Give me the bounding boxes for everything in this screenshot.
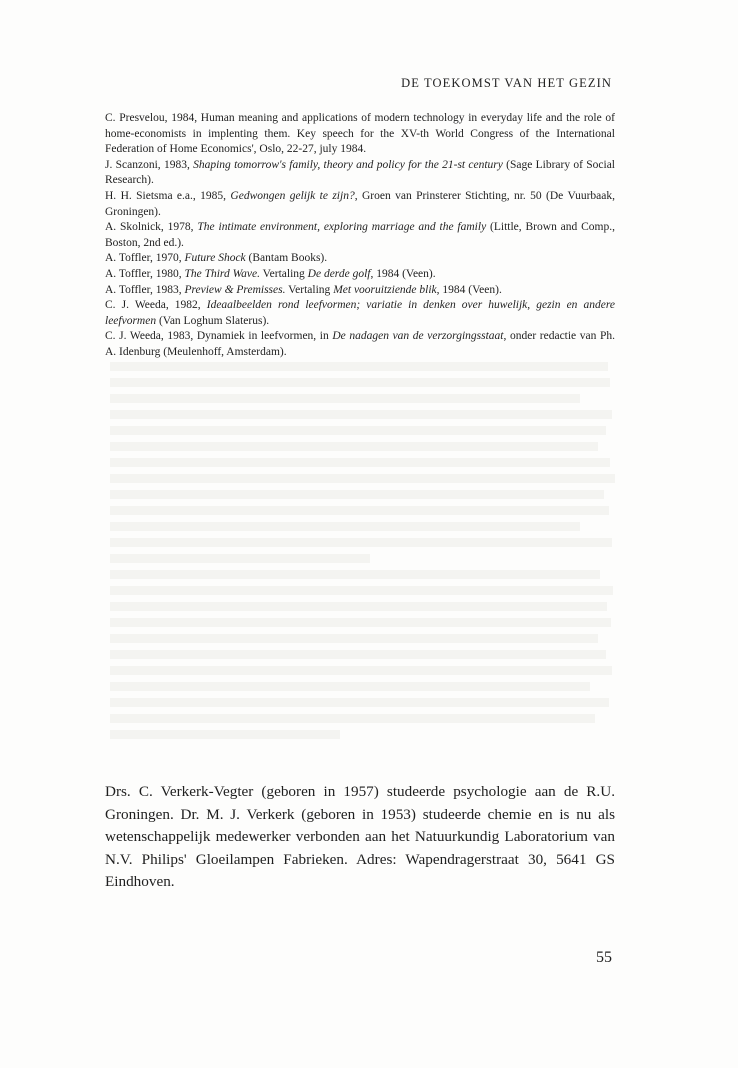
reference-text: , onder redactie van Ph. A. Idenburg (Meulenhoff, Amsterdam). (105, 330, 616, 358)
reference-title: Future Shock (184, 252, 246, 265)
author-bio (105, 781, 615, 894)
show-through-texture (110, 362, 620, 752)
reference-text: C. J. Weeda, 1982, (105, 299, 207, 312)
reference-text: J. Scanzoni, 1983, (105, 158, 194, 171)
reference-title: Met vooruitziende blik (333, 283, 437, 296)
reference-title: Shaping tomorrow's family, theory and policy for the 21-st century (193, 158, 503, 171)
reference-item (105, 283, 615, 299)
reference-text: , Groen van Prinsterer Stichting, nr. 50 (De Vuurbaak, Groningen). (105, 189, 615, 218)
reference-text: , 1984 (Veen). (370, 267, 436, 280)
reference-text: H. H. Sietsma e.a., 1985, (105, 189, 231, 202)
reference-title: De derde golf (307, 267, 371, 280)
reference-text: , 1984 (Veen). (436, 283, 502, 296)
reference-text: (Little, Brown and Comp., Boston, 2nd ed.). (105, 221, 616, 249)
reference-item (105, 189, 615, 220)
reference-text: A. Toffler, 1970, (105, 252, 185, 265)
running-header: DE TOEKOMST VAN HET GEZIN (401, 76, 612, 90)
reference-item (105, 158, 615, 189)
reference-text: C. Presvelou, 1984, Human meaning and applications of modern technology in everyday life and the role of home-economists in implenting them. Key speech for the XV-th World Congress of the International Federation of Home Economics', Oslo, 22-27, july 1984. (105, 112, 615, 156)
reference-text: Vertaling (259, 267, 308, 280)
reference-text: A. Toffler, 1980, (105, 267, 185, 280)
reference-text: (Sage Library of Social Research). (105, 158, 615, 187)
reference-title: The intimate environment, exploring marriage and the family (197, 221, 487, 234)
reference-list (105, 111, 615, 361)
author-bio-text: Drs. C. Verkerk-Vegter (geboren in 1957) studeerde psychologie aan de R.U. Groningen. Dr. M. J. Verkerk (geboren in 1953) studeerde chemie en is nu als wetenschappelijk medewerker verbonden aan het Natuurkundig Laboratorium van N.V. Philips' Gloeilampen Fabrieken. Adres: Wapendragerstraat 30, 5641 GS Eindhoven. (105, 783, 615, 891)
reference-title: The Third Wave. (184, 267, 260, 280)
reference-text: Vertaling (285, 283, 334, 296)
reference-item (105, 267, 615, 283)
page-number: 55 (596, 949, 612, 966)
reference-title: De nadagen van de verzorgingsstaat (332, 330, 504, 343)
reference-title: Ideaalbeelden rond leefvormen; variatie in denken over huwelijk, gezin en andere leefvormen (105, 299, 615, 327)
reference-item (105, 251, 615, 267)
reference-title: Preview & Premisses. (184, 283, 286, 296)
reference-text: A. Skolnick, 1978, (105, 221, 198, 234)
reference-title: Gedwongen gelijk te zijn? (230, 189, 355, 202)
reference-item (105, 111, 615, 158)
reference-item (105, 220, 615, 251)
reference-text: (Van Loghum Slaterus). (156, 314, 270, 327)
reference-text: C. J. Weeda, 1983, Dynamiek in leefvormen, in (105, 330, 333, 343)
reference-item (105, 329, 615, 360)
reference-text: (Bantam Books). (245, 252, 328, 265)
reference-item (105, 298, 615, 329)
reference-text: A. Toffler, 1983, (105, 283, 185, 296)
